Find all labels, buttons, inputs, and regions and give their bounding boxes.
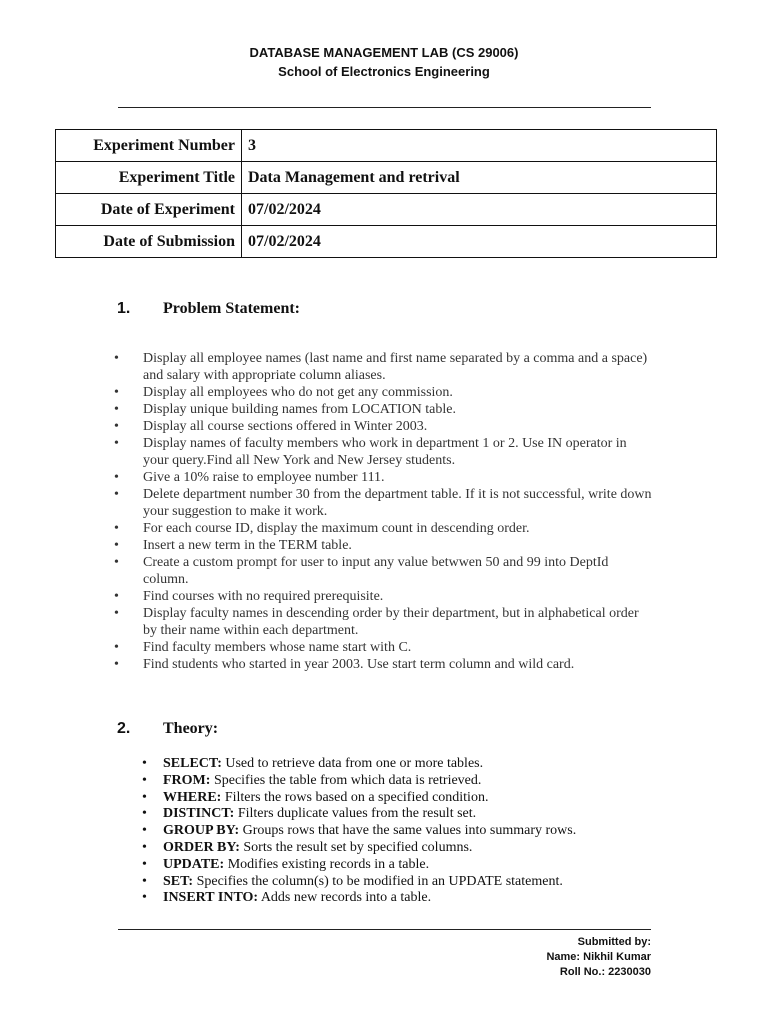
section-number: 1. xyxy=(117,300,131,317)
footer-divider xyxy=(118,929,651,930)
theory-term: SELECT: xyxy=(163,756,222,771)
list-item xyxy=(142,840,662,857)
list-item: • For each course ID, display the maximum count in descending order. xyxy=(114,520,654,537)
list-item xyxy=(142,874,662,891)
row-value: 3 xyxy=(242,130,717,162)
table-row xyxy=(56,226,717,258)
row-value: 07/02/2024 xyxy=(242,226,717,258)
theory-desc: Specifies the column(s) to be modified in an UPDATE statement. xyxy=(193,873,563,889)
list-item: • Display faculty names in descending order by their department, but in alphabetical order by their name within each department. xyxy=(114,605,654,639)
list-item: • Find courses with no required prerequisite. xyxy=(114,588,654,605)
table-row xyxy=(56,162,717,194)
list-item: • Display unique building names from LOCATION table. xyxy=(114,401,654,418)
theory-desc: Groups rows that have the same values into summary rows. xyxy=(239,823,577,839)
row-label: Experiment Title xyxy=(56,162,242,194)
table-row xyxy=(56,194,717,226)
theory-heading xyxy=(117,720,218,738)
theory-term: SET: xyxy=(163,873,194,889)
row-label: Date of Submission xyxy=(56,226,242,258)
theory-desc: Specifies the table from which data is retrieved. xyxy=(210,772,482,788)
list-item: • Display all employees who do not get any commission. xyxy=(114,384,654,401)
list-item xyxy=(142,790,662,807)
list-item: • Display all course sections offered in Winter 2003. xyxy=(114,418,654,435)
list-item: • Insert a new term in the TERM table. xyxy=(114,537,654,554)
theory-term: GROUP BY: xyxy=(163,823,240,839)
theory-list xyxy=(142,756,662,907)
problem-statement-heading xyxy=(117,300,300,318)
section-number: 2. xyxy=(117,720,131,737)
row-value: 07/02/2024 xyxy=(242,194,717,226)
list-item: • Find faculty members whose name start with C. xyxy=(114,639,654,656)
list-item: • Display all employee names (last name and first name separated by a comma and a space) and salary with appropriate column aliases. xyxy=(114,350,654,384)
theory-term: UPDATE: xyxy=(163,856,225,872)
theory-desc: Filters duplicate values from the result set. xyxy=(234,806,477,822)
list-item: • Give a 10% raise to employee number 111. xyxy=(114,469,654,486)
header-divider xyxy=(118,107,651,108)
list-item xyxy=(142,773,662,790)
list-item xyxy=(142,823,662,840)
list-item xyxy=(142,857,662,874)
theory-desc: Used to retrieve data from one or more tables. xyxy=(221,756,484,771)
section-title: Problem Statement: xyxy=(163,300,300,317)
row-label: Date of Experiment xyxy=(56,194,242,226)
theory-term: DISTINCT: xyxy=(163,806,235,822)
list-item: • Delete department number 30 from the department table. If it is not successful, write down your suggestion to make it work. xyxy=(114,486,654,520)
theory-desc: Adds new records into a table. xyxy=(258,890,432,906)
lab-title: DATABASE MANAGEMENT LAB (CS 29006) xyxy=(249,45,519,60)
section-title: Theory: xyxy=(163,720,219,737)
theory-term: ORDER BY: xyxy=(163,839,240,855)
student-name: Name: Nikhil Kumar xyxy=(546,951,651,963)
table-row xyxy=(56,130,717,162)
list-item xyxy=(142,806,662,823)
problem-list xyxy=(114,350,654,673)
theory-desc: Sorts the result set by specified columns. xyxy=(239,839,473,855)
roll-number: Roll No.: 2230030 xyxy=(559,966,651,978)
theory-term: FROM: xyxy=(163,772,211,788)
theory-desc: Modifies existing records in a table. xyxy=(224,856,430,872)
row-value: Data Management and retrival xyxy=(242,162,717,194)
theory-desc: Filters the rows based on a specified condition. xyxy=(221,789,489,805)
list-item: • Create a custom prompt for user to input any value betwwen 50 and 99 into DeptId column. xyxy=(114,554,654,588)
submitted-by-label: Submitted by: xyxy=(577,936,651,948)
document-header xyxy=(0,43,768,81)
list-item xyxy=(142,756,662,773)
theory-term: INSERT INTO: xyxy=(163,890,259,906)
row-label: Experiment Number xyxy=(56,130,242,162)
list-item: • Find students who started in year 2003. Use start term column and wild card. xyxy=(114,656,654,673)
school-name: School of Electronics Engineering xyxy=(278,64,490,79)
list-item xyxy=(142,890,662,907)
theory-term: WHERE: xyxy=(163,789,222,805)
list-item: • Display names of faculty members who work in department 1 or 2. Use IN operator in your query.Find all New York and New Jersey students. xyxy=(114,435,654,469)
submission-info xyxy=(546,935,651,980)
experiment-info-table xyxy=(55,129,717,258)
